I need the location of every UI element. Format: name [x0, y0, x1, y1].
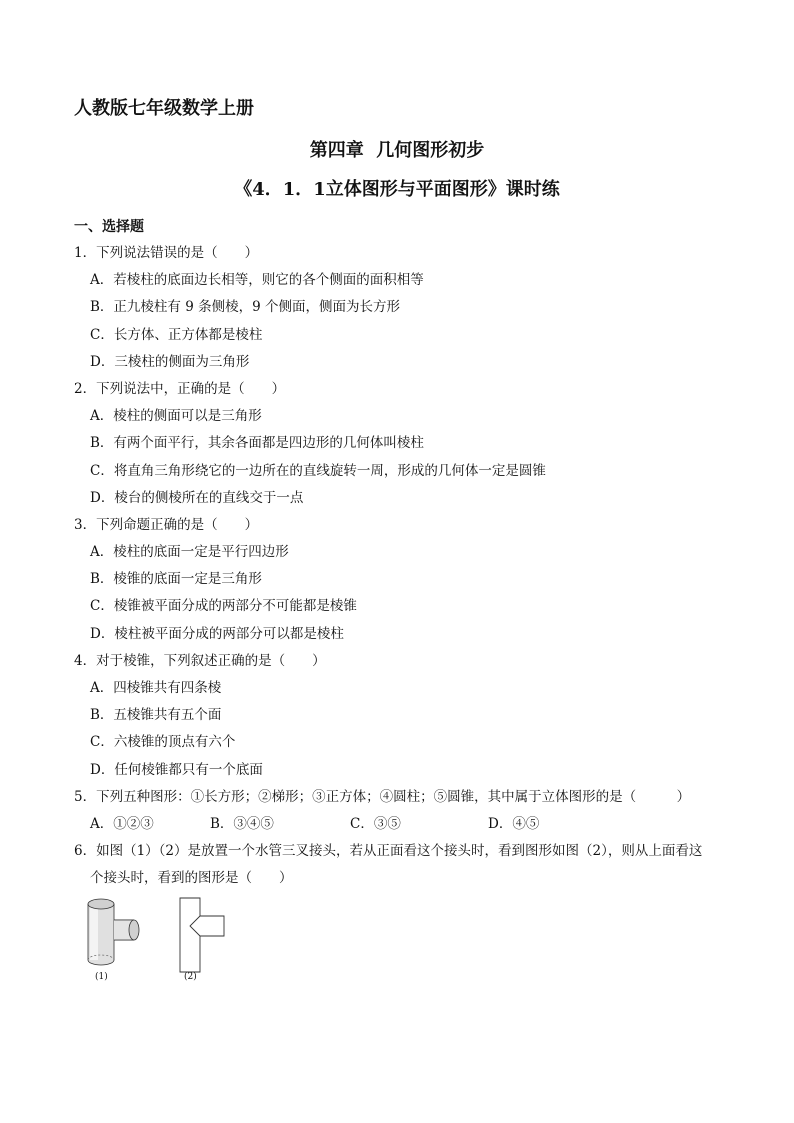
question-4-stem: 4．对于棱锥，下列叙述正确的是（ ）: [74, 652, 326, 669]
question-1-option-c: C．长方体、正方体都是棱柱: [90, 326, 263, 343]
question-list: [74, 240, 734, 893]
question-2-option-a: A．棱柱的侧面可以是三角形: [90, 408, 262, 425]
question-3-option-c: C．棱锥被平面分成的两部分不可能都是棱锥: [90, 598, 357, 615]
question-1-option-a: A．若棱柱的底面边长相等，则它的各个侧面的面积相等: [90, 272, 424, 289]
question-1-stem: 1．下列说法错误的是（ ）: [74, 245, 259, 261]
question-3-option-a: A．棱柱的底面一定是平行四边形: [90, 544, 289, 561]
question-6-stem-line-1: 6．如图（1）（2）是放置一个水管三叉接头，若从正面看这个接头时，看到图形如图（2），则从上面看这: [74, 843, 703, 860]
question-1-option-b: B．正九棱柱有 9 条侧棱，9 个侧面，侧面为长方形: [90, 299, 400, 316]
pipe-tee-front-view-figure: [174, 894, 234, 974]
question-4-option-c: C．六棱锥的顶点有六个: [90, 734, 236, 751]
chapter-title: 第四章 几何图形初步: [309, 140, 485, 161]
question-4-option-d: D．任何棱锥都只有一个底面: [90, 761, 263, 778]
question-1-option-d: D．三棱柱的侧面为三角形: [90, 353, 250, 370]
pipe-tee-3d-figure: [82, 894, 152, 974]
question-3-stem: 3．下列命题正确的是（ ）: [74, 516, 259, 533]
question-4-option-a: A．四棱锥共有四条棱: [90, 680, 222, 696]
question-3-option-b: B．棱锥的底面一定是三角形: [90, 571, 262, 588]
question-4-option-b: B．五棱锥共有五个面: [90, 707, 222, 724]
question-2-option-d: D．棱台的侧棱所在的直线交于一点: [90, 489, 304, 506]
question-2-option-b: B．有两个面平行，其余各面都是四边形的几何体叫棱柱: [90, 435, 424, 452]
section-title: 一、选择题: [74, 219, 144, 235]
figure-2-caption: (2): [184, 972, 197, 982]
question-5-option-d: D．④⑤: [488, 815, 540, 832]
question-2-option-c: C．将直角三角形绕它的一边所在的直线旋转一周，形成的几何体一定是圆锥: [90, 462, 546, 479]
figure-1-caption: (1): [95, 972, 108, 982]
question-5-stem: 5．下列五种图形：①长方形；②梯形；③正方体；④圆柱；⑤圆锥，其中属于立体图形的是（ ）: [74, 788, 691, 805]
lesson-title: 《4．1．1立体图形与平面图形》课时练: [234, 179, 560, 200]
question-5-option-a: A．①②③: [90, 815, 154, 832]
question-6-stem-line-2: 个接头时，看到的图形是（ ）: [90, 870, 293, 887]
question-2-stem: 2．下列说法中，正确的是（ ）: [74, 380, 286, 397]
question-5-options: [74, 811, 734, 838]
question-5-option-c: C．③⑤: [350, 815, 401, 832]
publisher-title: 人教版七年级数学上册: [74, 98, 254, 119]
question-3-option-d: D．棱柱被平面分成的两部分可以都是棱柱: [90, 625, 344, 642]
question-5-option-b: B．③④⑤: [210, 815, 274, 832]
question-6-figures: [74, 888, 274, 988]
